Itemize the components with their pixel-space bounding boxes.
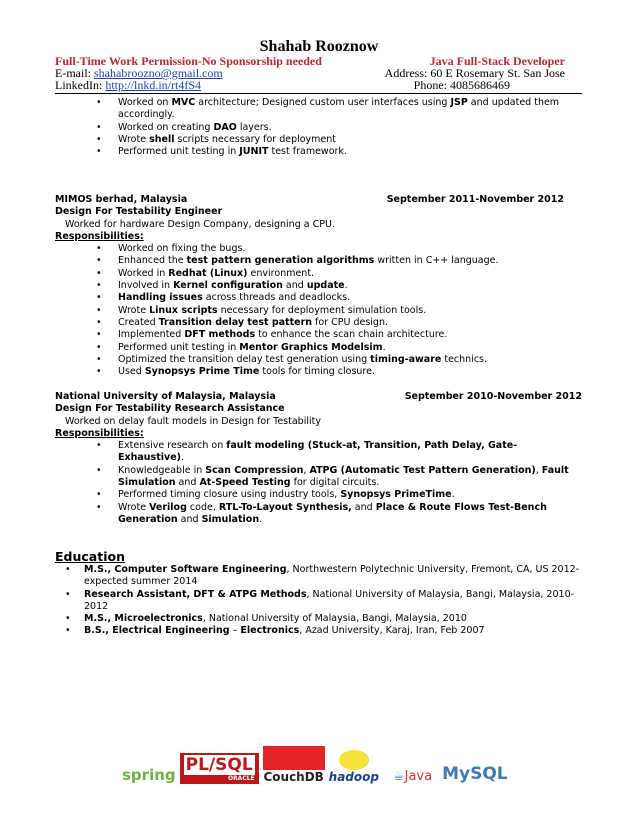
oracle-text: ORACLE xyxy=(227,775,255,782)
bullet-item xyxy=(118,134,568,146)
header-row-3 xyxy=(55,79,565,92)
bullet-item xyxy=(118,268,582,280)
email-label: E-mail: xyxy=(55,66,94,80)
bullet-item xyxy=(84,625,582,637)
bullet-item xyxy=(118,502,582,527)
phone: Phone: 4085686469 xyxy=(413,78,510,92)
bullet-item xyxy=(118,342,582,354)
bold-text: test pattern generation algorithms xyxy=(186,255,375,267)
bold-text: Synopsys Prime Time xyxy=(144,366,260,378)
bold-text: M.S., Computer Software Engineering xyxy=(84,564,287,575)
responsibilities-label: Responsibilities: xyxy=(55,230,144,242)
responsibilities-label: Responsibilities: xyxy=(55,427,144,439)
text: Created xyxy=(118,316,159,328)
bold-text: M.S., Microelectronics xyxy=(84,613,203,625)
mysql-logo: MySQL xyxy=(442,764,508,784)
job-summary: Worked for hardware Design Company, designing a CPU. xyxy=(65,218,335,230)
text: Implemented xyxy=(118,329,185,341)
bullet-item xyxy=(118,292,582,304)
bold-text: B.S., Electrical Engineering xyxy=(84,625,230,637)
elephant-icon xyxy=(339,750,369,770)
hadoop-text: hadoop xyxy=(328,770,379,784)
text: and updated them accordingly. xyxy=(118,97,560,121)
bullet-item xyxy=(118,280,582,292)
text: environment. xyxy=(247,267,315,279)
bullet-item xyxy=(118,489,582,501)
email-link[interactable]: shahabroozno@gmail.com xyxy=(94,66,223,80)
bullet-item xyxy=(84,613,582,625)
spring-logo: spring xyxy=(122,766,176,784)
text: . xyxy=(180,452,185,464)
bold-text: Verilog xyxy=(149,501,187,513)
text: Enhanced the xyxy=(118,255,187,267)
text: and xyxy=(351,501,376,513)
bullet-list xyxy=(84,564,582,638)
text: , National University of Malaysia, Bangi, Malaysia, 2010-2012 xyxy=(84,588,575,612)
bold-text: Mentor Graphics Modelsim xyxy=(239,341,383,353)
bold-text: Scan Compression xyxy=(205,464,304,476)
text: test framework. xyxy=(268,146,347,158)
text: architecture; Designed custom user interfaces using xyxy=(195,97,451,108)
hadoop-logo xyxy=(329,750,379,784)
text: written in C++ language. xyxy=(374,255,499,267)
bullet-item xyxy=(118,255,582,267)
text: across threads and deadlocks. xyxy=(202,292,351,304)
text: Worked in xyxy=(118,267,169,279)
bold-text: fault modeling (Stuck-at, Transition, Path Delay, Gate-Exhaustive) xyxy=(118,440,518,464)
job-title: Design For Testability Engineer xyxy=(55,206,223,218)
bold-text: shell xyxy=(149,133,175,145)
text: Worked on xyxy=(118,97,172,108)
java-text: Java xyxy=(404,769,433,784)
linkedin-link[interactable]: http://lnkd.in/rt4fS4 xyxy=(105,78,201,92)
bullet-item xyxy=(118,366,582,378)
bold-text: Linux scripts xyxy=(149,304,218,316)
text: Performed timing closure using industry tools, xyxy=(118,489,341,501)
text: Involved in xyxy=(118,280,174,292)
bold-text: JSP xyxy=(450,97,468,108)
bullet-item xyxy=(118,243,582,255)
text: Performed unit testing in xyxy=(118,341,240,353)
bullet-item xyxy=(118,354,582,366)
bold-text: Redhat (Linux) xyxy=(168,267,248,279)
couchdb-icon xyxy=(263,746,325,770)
text: . xyxy=(451,489,455,501)
text: Optimized the transition delay test generation using xyxy=(118,353,371,365)
job-dates: September 2010-November 2012 xyxy=(404,391,582,402)
text: for digital circuits. xyxy=(290,477,380,489)
bullet-list xyxy=(118,97,568,158)
bullet-item xyxy=(118,440,582,465)
text: , xyxy=(303,464,310,476)
text: , xyxy=(535,464,542,476)
text: , Azad University, Karaj, Iran, Feb 2007 xyxy=(299,625,485,637)
address: Address: 60 E Rosemary St. San Jose xyxy=(384,66,565,80)
job-title: Design For Testability Research Assistance xyxy=(55,403,285,415)
job-dates: September 2011-November 2012 xyxy=(386,194,564,205)
text: and xyxy=(175,477,200,489)
linkedin-label: LinkedIn: xyxy=(55,78,106,92)
text: Wrote xyxy=(118,501,150,513)
text: for CPU design. xyxy=(312,316,389,328)
bullet-item xyxy=(118,317,582,329)
bold-text: DAO xyxy=(213,121,237,133)
bold-text: Electronics xyxy=(240,625,300,637)
bullet-item xyxy=(118,97,568,122)
bullet-item xyxy=(118,146,568,158)
text: to enhance the scan chain architecture. xyxy=(255,329,448,341)
java-logo xyxy=(393,769,432,784)
text: Knowledgeable in xyxy=(118,464,206,476)
bullet-item xyxy=(84,564,582,589)
plsql-logo xyxy=(180,753,259,784)
bold-text: JUNIT xyxy=(239,146,269,158)
text: . xyxy=(382,341,386,353)
bullet-item xyxy=(118,465,582,490)
text: code, xyxy=(186,501,219,513)
text: , National University of Malaysia, Bangi, Malaysia, 2010 xyxy=(202,613,467,625)
text: , Northwestern Polytechnic University, Fremont, CA, US 2012-expected summer 2014 xyxy=(84,564,580,588)
text: . xyxy=(259,513,263,525)
work-permission: Full-Time Work Permission-No Sponsorship needed xyxy=(55,54,322,68)
job-summary: Worked on delay fault models in Design for Testability xyxy=(65,415,321,427)
bold-text: At-Speed Testing xyxy=(199,477,291,489)
text: Worked on creating xyxy=(118,121,214,133)
text: Extensive research on xyxy=(118,440,227,452)
text: and xyxy=(177,513,202,525)
couchdb-text: CouchDB xyxy=(263,770,324,784)
bold-text: RTL-To-Layout Synthesis, xyxy=(218,501,352,513)
bold-text: ATPG (Automatic Test Pattern Generation) xyxy=(309,464,536,476)
candidate-name: Shahab Rooznow xyxy=(259,38,379,55)
bold-text: Place & Route Flows Test-Bench Generation xyxy=(118,501,547,525)
text: Wrote xyxy=(118,304,150,316)
bold-text: timing-aware xyxy=(370,353,442,365)
couchdb-logo xyxy=(263,746,325,784)
job-role: Java Full-Stack Developer xyxy=(429,54,565,68)
education-heading: Education xyxy=(55,549,125,564)
text: Wrote xyxy=(118,133,150,145)
bold-text: DFT methods xyxy=(184,329,256,341)
bold-text: Simulation xyxy=(201,513,260,525)
education-section xyxy=(55,550,582,638)
bullet-item xyxy=(84,589,582,614)
job-national-university xyxy=(55,391,582,526)
company: MIMOS berhad, Malaysia xyxy=(55,194,188,205)
bold-text: Kernel configuration xyxy=(173,280,283,292)
bullet-list xyxy=(118,440,582,526)
bold-text: update xyxy=(306,280,345,292)
bold-text: Research Assistant, DFT & ATPG Methods xyxy=(84,588,307,600)
bold-text: Handling issues xyxy=(118,292,203,304)
company: National University of Malaysia, Malaysia xyxy=(55,391,276,402)
technology-logos xyxy=(122,738,522,784)
text: tools for timing closure. xyxy=(259,366,375,378)
bold-text: Synopsys PrimeTime xyxy=(340,489,452,501)
bold-text: Transition delay test pattern xyxy=(158,316,313,328)
text: Used xyxy=(118,366,145,378)
plsql-text: PL/SQL xyxy=(185,755,253,775)
job-mimos xyxy=(55,194,582,378)
text: . xyxy=(344,280,348,292)
text: necessary for deployment simulation tools. xyxy=(217,304,427,316)
bold-text: MVC xyxy=(171,97,196,108)
bullet-item xyxy=(118,305,582,317)
text: – xyxy=(229,625,241,637)
bullet-item xyxy=(118,329,582,341)
text: and xyxy=(282,280,307,292)
text: Performed unit testing in xyxy=(118,146,240,158)
header-divider xyxy=(55,93,582,94)
bullet-list xyxy=(118,243,582,378)
bullet-item xyxy=(118,122,568,134)
text: technics. xyxy=(441,353,488,365)
text: scripts necessary for deployment xyxy=(174,133,337,145)
bold-text: Fault Simulation xyxy=(118,464,569,489)
previous-job-bullets xyxy=(55,97,582,158)
text: Worked on fixing the bugs. xyxy=(118,243,246,255)
coffee-cup-icon: ☕ xyxy=(392,769,405,784)
text: layers. xyxy=(236,121,272,133)
